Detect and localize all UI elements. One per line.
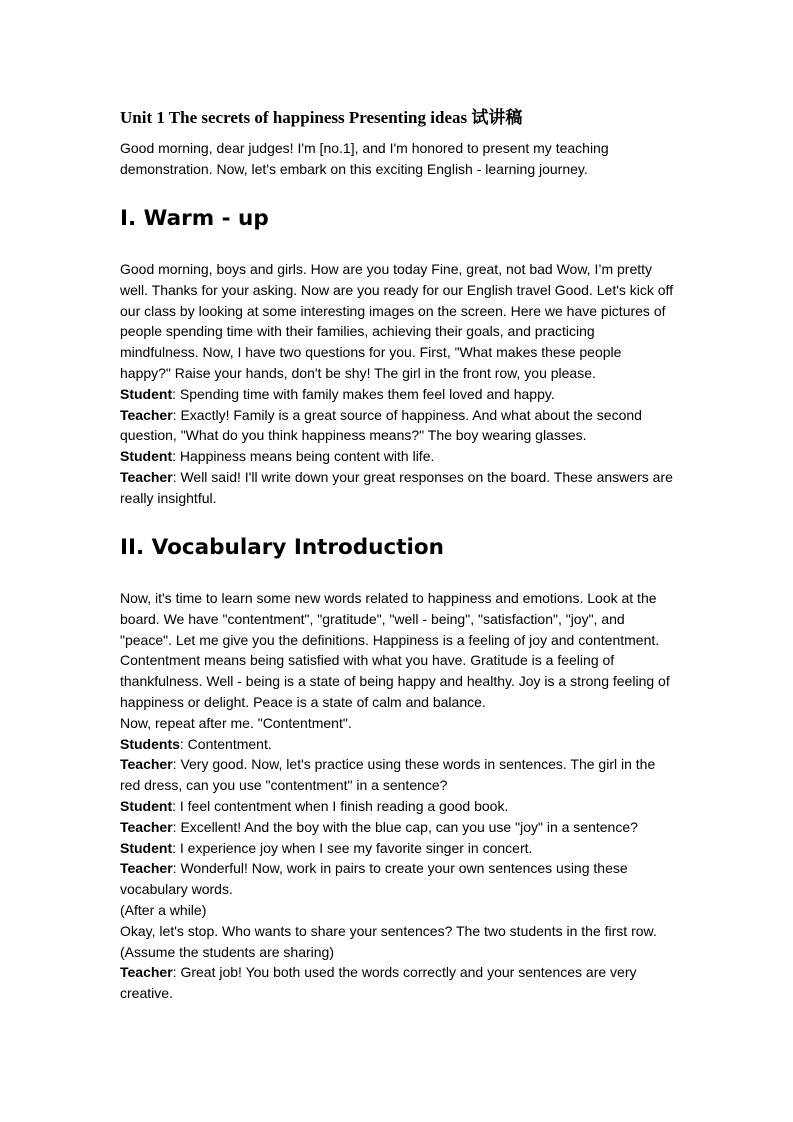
dialogue-text: : Very good. Now, let's practice using these words in sentences. The girl in the red dress, can you use "contentment" in a sentence?: [120, 756, 656, 794]
dialogue-line: [120, 858, 675, 900]
dialogue-line: [120, 838, 675, 859]
speaker-label: Teacher: [120, 860, 173, 877]
vocabulary-paragraph: Now, it's time to learn some new words related to happiness and emotions. Look at the board. We have "contentment", "gratitude", "well - being", "satisfaction", "joy", and "peace". Let me give you the definitions. Happiness is a feeling of joy and contentment. Contentment means being satisfied with what you have. Gratitude is a feeling of thankfulness. Well - being is a state of being happy and healthy. Joy is a strong feeling of happiness or delight. Peace is a state of calm and balance.: [120, 590, 670, 710]
dialogue-text: : I feel contentment when I finish reading a good book.: [172, 797, 509, 814]
dialogue-line: [120, 734, 675, 755]
dialogue-line: [120, 384, 675, 405]
dialogue-line: [120, 962, 675, 1004]
dialogue-text: : Spending time with family makes them feel loved and happy.: [172, 385, 555, 402]
dialogue-line: [120, 817, 675, 838]
speaker-label: Student: [120, 448, 173, 465]
dialogue-text: : Contentment.: [179, 735, 272, 752]
warm-up-paragraph: Good morning, boys and girls. How are you today Fine, great, not bad Wow, I’m pretty well. Thanks for your asking. Now are you ready for our English travel Good. Let's kick off our class by looking at some interesting images on the screen. Here we have pictures of people spending time with their families, achieving their goals, and practicing mindfulness. Now, I have two questions for you. First, "What makes these people happy?" Raise your hands, don't be shy! The girl in the front row, you please.: [120, 261, 674, 381]
repeat-line: Now, repeat after me. "Contentment".: [120, 714, 352, 731]
dialogue-line: [120, 467, 675, 509]
vocabulary-heading: II. Vocabulary Introduction: [120, 535, 444, 560]
dialogue-text: : I experience joy when I see my favorite singer in concert.: [172, 839, 533, 856]
speaker-label: Students: [120, 735, 180, 752]
speaker-label: Teacher: [120, 756, 173, 773]
dialogue-text: : Excellent! And the boy with the blue cap, can you use "joy" in a sentence?: [172, 818, 638, 835]
dialogue-text: : Exactly! Family is a great source of happiness. And what about the second question, "What do you think happiness means?" The boy wearing glasses.: [120, 406, 642, 444]
warm-up-section: [120, 259, 675, 509]
stop-line: Okay, let's stop. Who wants to share your sentences? The two students in the first row.: [120, 922, 657, 939]
speaker-label: Teacher: [120, 406, 173, 423]
intro-paragraph: Good morning, dear judges! I'm [no.1], and I'm honored to present my teaching demonstration. Now, let's embark on this exciting English - learning journey.: [120, 140, 609, 177]
stage-direction: (After a while): [120, 901, 207, 918]
speaker-label: Teacher: [120, 468, 173, 485]
dialogue-text: : Happiness means being content with life.: [172, 448, 435, 465]
vocabulary-section: [120, 588, 675, 1004]
speaker-label: Teacher: [120, 818, 173, 835]
dialogue-line: [120, 796, 675, 817]
dialogue-line: [120, 405, 675, 447]
stage-direction: (Assume the students are sharing): [120, 943, 334, 960]
dialogue-text: : Well said! I'll write down your great responses on the board. These answers are really insightful.: [120, 468, 673, 506]
document-title: Unit 1 The secrets of happiness Presenting ideas 试讲稿: [120, 108, 523, 127]
dialogue-line: [120, 754, 675, 796]
dialogue-text: : Great job! You both used the words correctly and your sentences are very creative.: [120, 964, 637, 1002]
speaker-label: Student: [120, 839, 173, 856]
speaker-label: Student: [120, 385, 173, 402]
speaker-label: Student: [120, 797, 173, 814]
dialogue-text: : Wonderful! Now, work in pairs to create your own sentences using these vocabulary words.: [120, 860, 628, 898]
warm-up-heading: I. Warm - up: [120, 206, 269, 231]
speaker-label: Teacher: [120, 964, 173, 981]
dialogue-line: [120, 446, 675, 467]
